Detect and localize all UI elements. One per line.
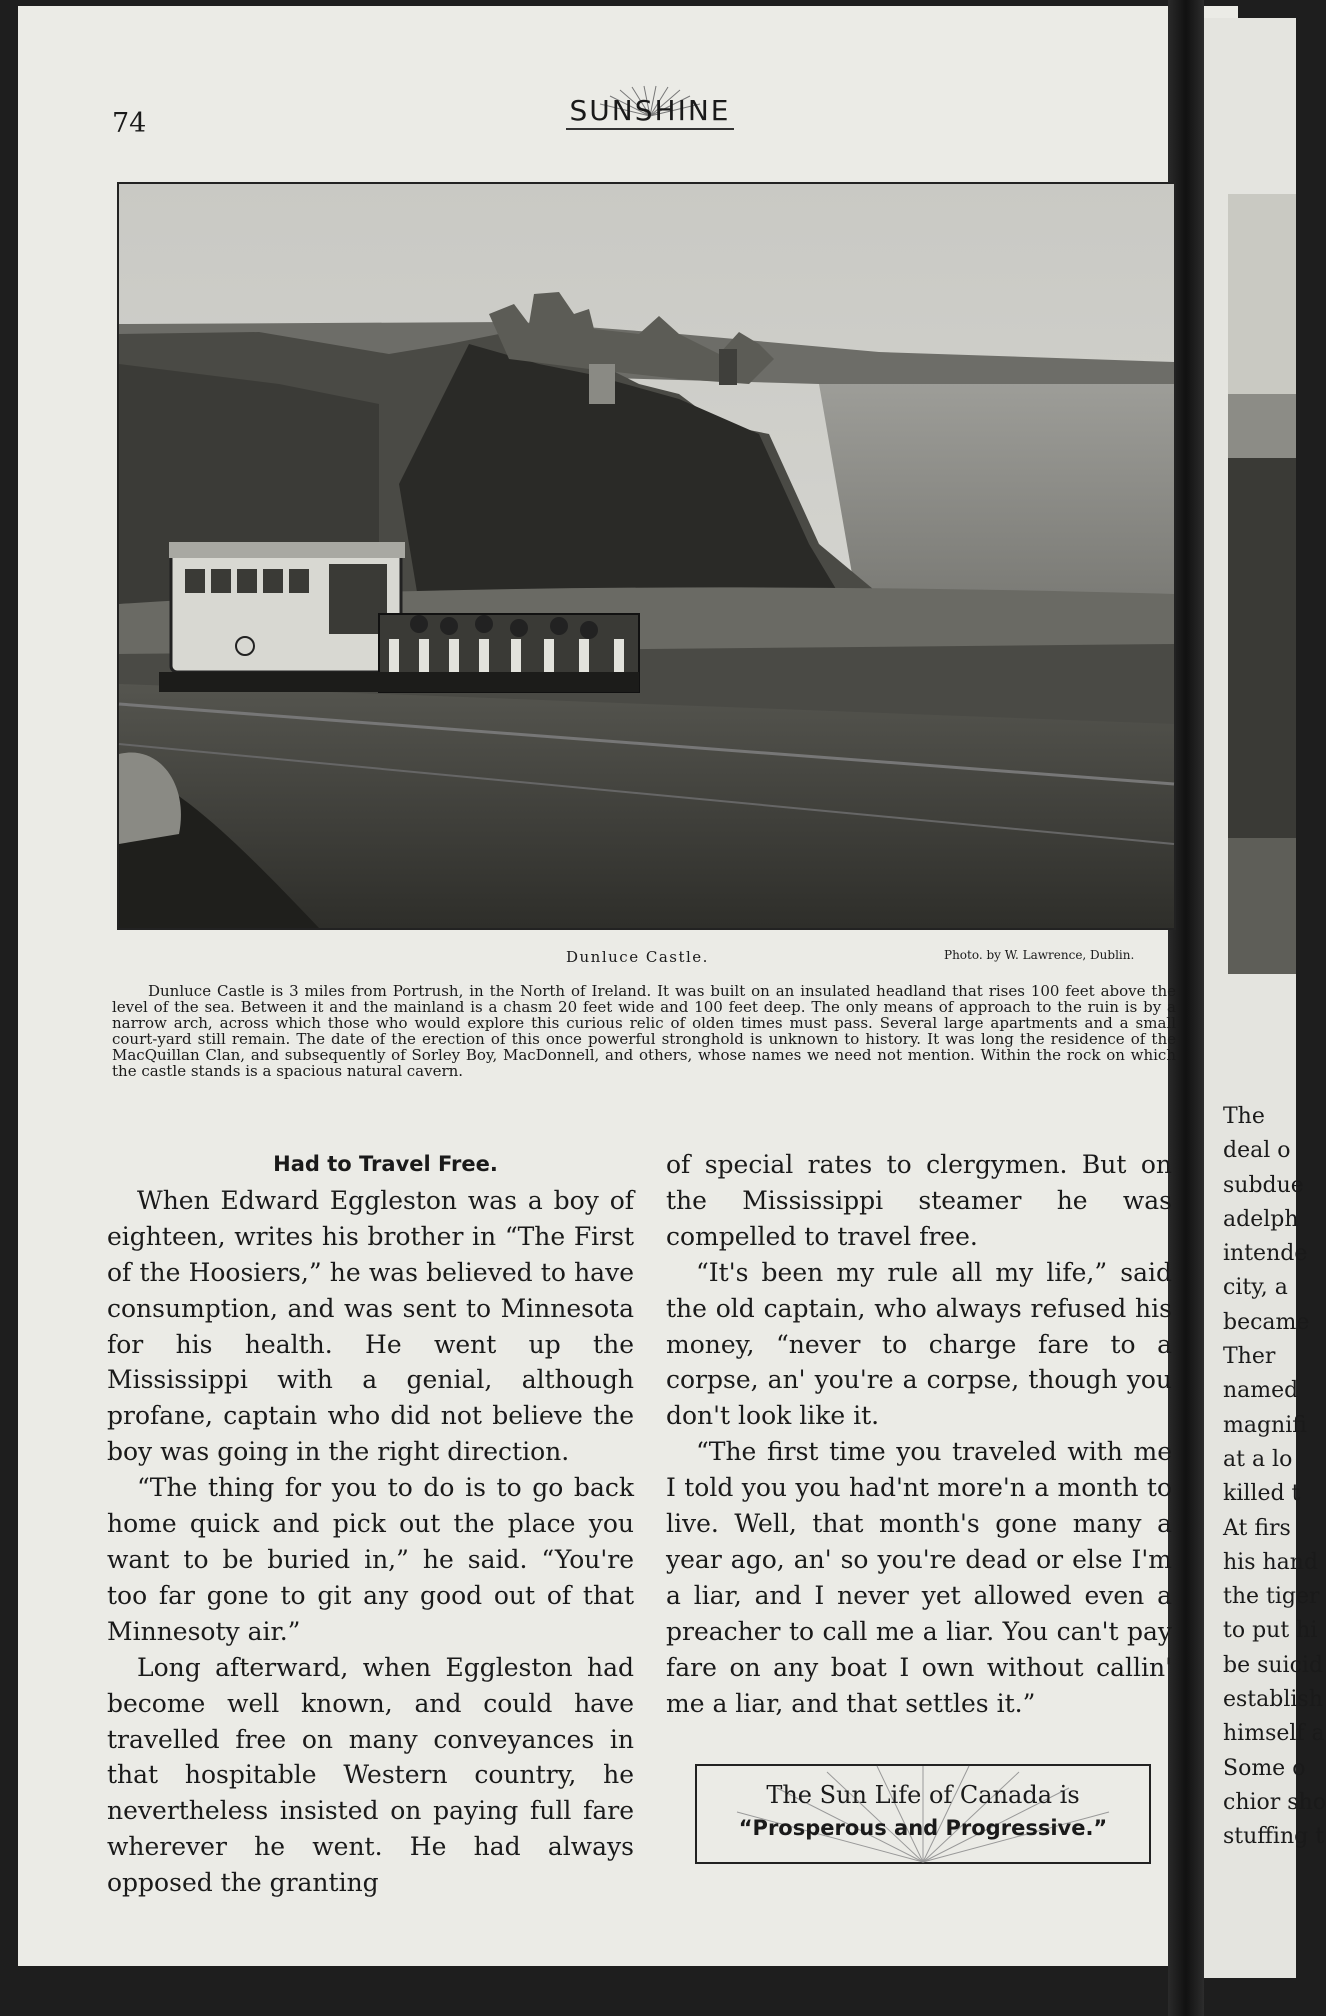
next-page-line: The bbox=[1223, 1104, 1265, 1129]
article-title: Had to Travel Free. bbox=[273, 1152, 498, 1176]
next-page-line: At firs bbox=[1223, 1515, 1291, 1541]
next-page-line: Some o bbox=[1223, 1755, 1306, 1781]
castle-photo bbox=[117, 182, 1176, 930]
ad-line-1: The Sun Life of Canada is bbox=[766, 1781, 1080, 1809]
next-page-line: deal o bbox=[1223, 1138, 1291, 1164]
next-page-line: establish bbox=[1223, 1687, 1323, 1713]
next-page-line: stuffing t bbox=[1223, 1824, 1325, 1850]
paragraph: “The thing for you to do is to go back home quick and pick out the place you want to be buried in,” he said. “You're too far gone to git any good out of that Minnesoty air.” bbox=[107, 1473, 634, 1646]
next-page-line: city, a bbox=[1223, 1275, 1288, 1301]
advertisement-box bbox=[695, 1764, 1151, 1864]
next-page-line: adelph bbox=[1223, 1206, 1299, 1232]
next-page-line: became bbox=[1223, 1309, 1310, 1335]
photo-credit: Photo. by W. Lawrence, Dublin. bbox=[944, 948, 1135, 962]
paragraph: “The first time you traveled with me I told you you had'nt more'n a month to live. Well, that month's gone many a year ago, an' so you're dead or else I'm a liar, and I never yet allowed even a preacher to call me a liar. You can't pay fare on any boat I own without callin' me a liar, and that settles it.” bbox=[666, 1437, 1172, 1718]
magazine-title: SUNSHINE bbox=[566, 94, 735, 130]
paragraph: of special rates to clergymen. But on the Mississippi steamer he was compelled to travel free. bbox=[666, 1150, 1172, 1251]
next-page-line: at a lo bbox=[1223, 1446, 1293, 1472]
next-page-edge bbox=[1192, 18, 1326, 1978]
next-page-text-fragments bbox=[1223, 1100, 1326, 1855]
paragraph: Long afterward, when Eggleston had become well known, and could have travelled free on many conveyances in that hospitable Western country, he nevertheless insisted on paying full fare wherever he went. He had always opposed the granting bbox=[107, 1652, 634, 1898]
next-page-line: Ther bbox=[1223, 1344, 1276, 1370]
caption-paragraph: Dunluce Castle is 3 miles from Portrush, in the North of Ireland. It was built on an insulated headland that rises 100 feet above the level of the sea. Between it and the mainland is a chasm 20 feet wide and 100 feet deep. The only means of approach to the ruin is by a narrow arch, across which those who would explore this curious relic of olden times must pass. Several large apartments and a small court-yard still remain. The date of the erection of this once powerful stronghold is unknown to history. It was long the residence of the MacQuillan Clan, and subsequently of Sorley Boy, MacDonnell, and others, whose names we need not mention. Within the rock on which the castle stands is a spacious natural cavern. bbox=[112, 982, 1176, 1080]
next-page-line: magnifi bbox=[1223, 1412, 1307, 1438]
next-page-line: to put hi bbox=[1223, 1618, 1318, 1644]
ad-line-2: “Prosperous and Progressive.” bbox=[738, 1816, 1108, 1840]
next-page-line: chior sho bbox=[1223, 1789, 1326, 1815]
next-page-line: the tiger bbox=[1223, 1584, 1320, 1610]
photo-caption-text bbox=[112, 983, 1176, 1079]
next-page-line: subdue bbox=[1223, 1172, 1304, 1198]
paragraph: “It's been my rule all my life,” said the old captain, who always refused his money, “never to charge fare to a corpse, an' you're a corpse, though you don't look like it. bbox=[666, 1257, 1172, 1431]
masthead bbox=[560, 94, 740, 127]
dunluce-castle-image bbox=[119, 184, 1174, 928]
article-column-2 bbox=[666, 1147, 1172, 1722]
photo-caption-title: Dunluce Castle. bbox=[566, 948, 709, 966]
next-page-line: named bbox=[1223, 1378, 1299, 1404]
next-page-line: himself a bbox=[1223, 1721, 1325, 1747]
page-number: 74 bbox=[112, 108, 147, 139]
next-page-line: intende bbox=[1223, 1241, 1308, 1267]
article-column-1 bbox=[107, 1147, 634, 1901]
next-page-line: killed t bbox=[1223, 1481, 1301, 1507]
next-page-line: be suicid bbox=[1223, 1652, 1324, 1678]
paragraph: When Edward Eggleston was a boy of eighteen, writes his brother in “The First of the Hoosiers,” he was believed to have consumption, and was sent to Minnesota for his health. He went up the Mississippi with a genial, although profane, captain who did not believe the boy was going in the right direction. bbox=[107, 1185, 634, 1467]
next-page-line: his hand bbox=[1223, 1549, 1319, 1575]
